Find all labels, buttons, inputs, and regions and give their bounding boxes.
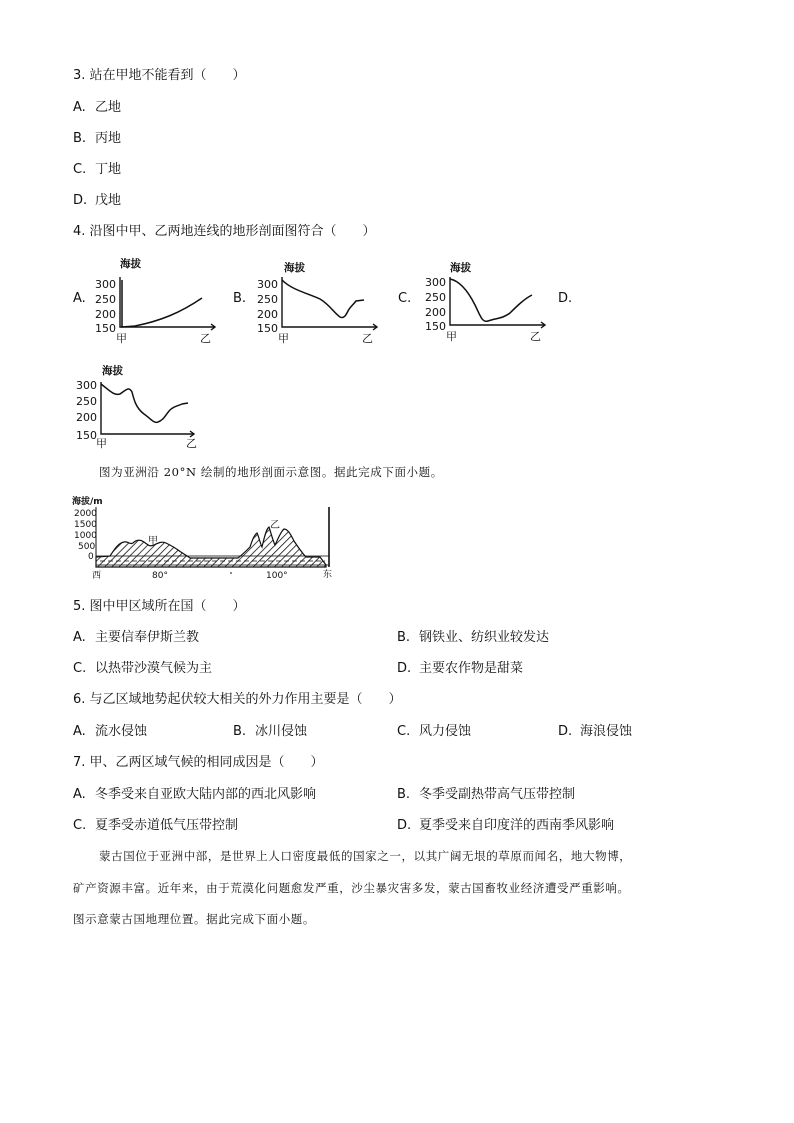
tick-200: 200 [95, 308, 116, 321]
option-letter: C. [397, 724, 411, 739]
ytick-1000: 1000 [74, 531, 97, 541]
option-letter: D. [558, 724, 573, 739]
tick-200: 200 [425, 306, 446, 319]
option-letter: B. [233, 724, 247, 739]
q6-option-a[interactable] [73, 723, 147, 741]
option-letter: A. [73, 630, 86, 645]
direction-west: 西 [92, 571, 102, 581]
q7-option-d[interactable] [397, 817, 614, 835]
option-text: 丙地 [95, 131, 122, 146]
q4-option-d-letter[interactable]: D. [558, 291, 573, 306]
q5-option-a[interactable] [73, 629, 199, 647]
q4-graph-c [420, 255, 555, 347]
ytick-0: 0 [88, 552, 94, 562]
q6-option-b[interactable] [233, 723, 307, 741]
graph-end: 乙 [186, 437, 197, 450]
tick-150: 150 [425, 320, 446, 333]
tick-150: 150 [257, 322, 278, 335]
option-letter: B. [73, 131, 87, 146]
option-text: 主要农作物是甜菜 [419, 661, 524, 676]
option-text: 以热带沙漠气候为主 [95, 661, 213, 676]
ytick-500: 500 [78, 542, 96, 552]
section-intro-mongolia-line2: 矿产资源丰富。近年来，由于荒漠化问题愈发严重，沙尘暴灾害多发，蒙古国畜牧业经济遭受严重影响。 [73, 881, 630, 895]
option-letter: A. [73, 787, 86, 802]
option-letter: B. [397, 787, 411, 802]
q3-stem: 3. 站在甲地不能看到（ ） [73, 68, 246, 83]
tick-150: 150 [95, 322, 116, 335]
q6-stem: 6. 与乙区域地势起伏较大相关的外力作用主要是（ ） [73, 692, 402, 707]
ytick-2000: 2000 [74, 509, 97, 519]
option-text: 冬季受来自亚欧大陆内部的西北风影响 [95, 787, 317, 802]
option-text: 风力侵蚀 [419, 724, 472, 739]
option-letter: C. [73, 661, 87, 676]
q3-option-a[interactable] [73, 99, 121, 117]
option-text: 夏季受来自印度洋的西南季风影响 [419, 818, 615, 833]
xtick-80: 80° [152, 571, 168, 581]
q4-option-b-letter[interactable]: B. [233, 291, 247, 306]
option-text: 冰川侵蚀 [255, 724, 308, 739]
q6-option-d[interactable] [558, 723, 632, 741]
q7-option-c[interactable] [73, 817, 238, 835]
option-letter: A. [73, 724, 86, 739]
graph-ylabel: 海拔 [284, 262, 305, 274]
option-text: 丁地 [95, 162, 122, 177]
option-letter: D. [73, 193, 88, 208]
option-text: 钢铁业、纺织业较发达 [419, 630, 550, 645]
tick-250: 250 [76, 395, 97, 408]
q4-graph-a [90, 255, 225, 347]
q3-option-b[interactable] [73, 130, 121, 148]
option-text: 夏季受赤道低气压带控制 [95, 818, 239, 833]
graph-start: 甲 [116, 332, 127, 345]
q3-option-d[interactable] [73, 192, 121, 210]
xtick-100: 100° [266, 571, 288, 581]
q4-option-c-letter[interactable]: C. [398, 291, 412, 306]
graph-end: 乙 [200, 332, 211, 345]
graph-start: 甲 [446, 330, 457, 343]
option-letter: C. [73, 818, 87, 833]
tick-300: 300 [76, 379, 97, 392]
graph-ylabel: 海拔 [102, 365, 123, 377]
tick-250: 250 [425, 291, 446, 304]
option-text: 海浪侵蚀 [580, 724, 633, 739]
tick-250: 250 [257, 293, 278, 306]
q4-stem: 4. 沿图中甲、乙两地连线的地形剖面图符合（ ） [73, 224, 376, 239]
option-letter: D. [397, 661, 412, 676]
q6-option-c[interactable] [397, 723, 471, 741]
option-letter: C. [73, 162, 87, 177]
option-letter: B. [397, 630, 411, 645]
option-letter: A. [73, 100, 86, 115]
q5-option-b[interactable] [397, 629, 549, 647]
profile-ylabel: 海拔/m [72, 497, 103, 507]
tick-300: 300 [425, 276, 446, 289]
option-letter: D. [397, 818, 412, 833]
q4-graph-b [252, 255, 387, 347]
q7-option-b[interactable] [397, 786, 575, 804]
section-intro-mongolia-line1: 蒙古国位于亚洲中部，是世界上人口密度最低的国家之一，以其广阔无垠的草原而闻名，地大物博， [99, 849, 632, 863]
direction-east: 东 [323, 570, 333, 580]
q4-option-a-letter[interactable]: A. [73, 291, 86, 306]
tick-300: 300 [95, 278, 116, 291]
option-text: 戊地 [95, 193, 122, 208]
tick-200: 200 [76, 411, 97, 424]
tick-250: 250 [95, 293, 116, 306]
q7-stem: 7. 甲、乙两区域气候的相同成因是（ ） [73, 755, 324, 770]
ytick-1500: 1500 [74, 520, 97, 530]
tick-150: 150 [76, 429, 97, 442]
q3-option-c[interactable] [73, 161, 121, 179]
option-text: 主要信奉伊斯兰教 [95, 630, 200, 645]
q4-graph-d [74, 362, 209, 454]
graph-start: 甲 [278, 332, 289, 345]
graph-end: 乙 [530, 330, 541, 343]
tick-200: 200 [257, 308, 278, 321]
q5-stem: 5. 图中甲区域所在国（ ） [73, 599, 246, 614]
label-jia: 甲 [148, 536, 158, 547]
graph-start: 甲 [96, 437, 107, 450]
q7-option-a[interactable] [73, 786, 316, 804]
tick-300: 300 [257, 278, 278, 291]
section-intro-profile: 图为亚洲沿 20°N 绘制的地形剖面示意图。据此完成下面小题。 [99, 465, 443, 479]
graph-end: 乙 [362, 332, 373, 345]
q5-option-d[interactable] [397, 660, 523, 678]
terrain-profile-figure [70, 495, 340, 583]
option-text: 流水侵蚀 [95, 724, 148, 739]
q5-option-c[interactable] [73, 660, 212, 678]
graph-ylabel: 海拔 [450, 262, 471, 274]
graph-ylabel: 海拔 [120, 258, 141, 270]
section-intro-mongolia-line3: 图示意蒙古国地理位置。据此完成下面小题。 [73, 912, 315, 926]
option-text: 冬季受副热带高气压带控制 [419, 787, 576, 802]
option-text: 乙地 [95, 100, 122, 115]
label-yi: 乙 [270, 520, 280, 531]
